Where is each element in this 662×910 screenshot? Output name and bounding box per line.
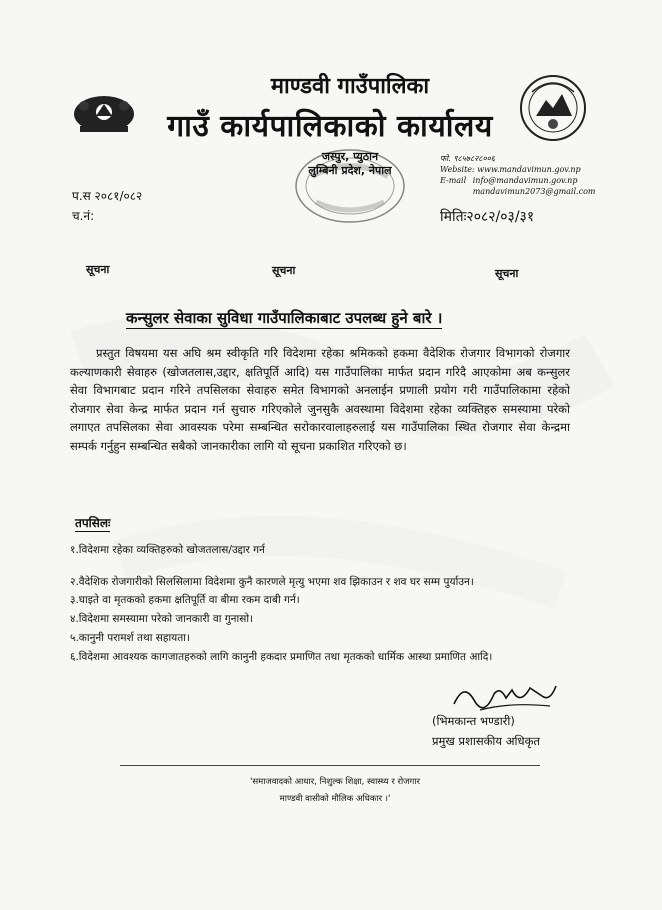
list-item: ६.विदेशमा आवश्यक कागजातहरुको लागि कानुनी हकदार प्रमाणित तथा मृतकको धार्मिक आस्था प्रमाणित आदि। xyxy=(70,651,493,663)
details-heading: तपसिलः xyxy=(75,516,111,530)
footer-line-2: माण्डवी वासीको मौलिक अधिकार ।' xyxy=(279,794,391,804)
contact-block xyxy=(440,153,595,197)
notice-subject: कन्सुलर सेवाका सुविधा गाउँपालिकाबाट उपलब्ध हुने बारे । xyxy=(126,309,443,327)
signatory-name: (भिमकान्त भण्डारी) xyxy=(432,714,515,728)
office-title: गाउँ कार्यपालिकाको कार्यालय xyxy=(167,109,493,144)
list-item: ४.विदेशमा समस्यामा परेको जानकारी वा गुनासो। xyxy=(70,613,254,625)
address-line-1: जस्पुर, प्युठान xyxy=(321,150,379,163)
footer-slogan xyxy=(130,774,540,808)
notice-label-left: सूचना xyxy=(86,263,110,276)
footer-line-1: 'समाजवादको आधार, निशुल्क शिक्षा, स्वास्थ्य र रोजगार xyxy=(250,777,420,787)
email-label: E-mail xyxy=(440,176,467,185)
notice-label-right: सूचना xyxy=(495,267,519,280)
email-address-1[interactable]: info@mandavimun.gov.np xyxy=(472,176,578,185)
office-address xyxy=(300,150,400,178)
footer-divider xyxy=(120,765,540,766)
signatory-title: प्रमुख प्रशासकीय अधिकृत xyxy=(432,734,540,748)
list-item: १.विदेशमा रहेका व्यक्तिहरुको खोजतलास/उद्दार गर्न xyxy=(70,544,265,556)
email-list xyxy=(473,175,596,197)
list-item: २.वैदेशिक रोजगारीको सिलसिलामा विदेशमा कुनै कारणले मृत्यु भएमा शव झिकाउन र शव घर सम्म पुर्याउन। xyxy=(70,576,474,588)
notice-label-center: सूचना xyxy=(272,264,296,277)
email-address-2[interactable]: mandavimun2073@gmail.com xyxy=(472,187,596,196)
phone-number: फो. ९८५७८२८००६ xyxy=(440,154,495,163)
email-row xyxy=(440,175,595,197)
nepal-emblem-icon xyxy=(70,84,138,136)
municipality-name: माण्डवी गाउँपालिका xyxy=(270,74,430,99)
list-item: ५.कानुनी परामर्श तथा सहायता। xyxy=(70,632,190,644)
document-date: मितिः२०८२/०३/३१ xyxy=(440,209,535,225)
handwritten-signature-icon xyxy=(450,676,560,716)
dispatch-number: च.नं: xyxy=(72,209,95,223)
website-link[interactable]: Website: www.mandavimun.gov.np xyxy=(440,165,581,174)
list-item: ३.घाइते वा मृतकको हकमा क्षतिपूर्ति वा बीमा रकम दाबी गर्न। xyxy=(70,594,300,606)
address-line-2: लुम्बिनी प्रदेश, नेपाल xyxy=(308,164,392,177)
body-paragraph: प्रस्तुत विषयमा यस अघि श्रम स्वीकृति गरि विदेशमा रहेका श्रमिकको हकमा वैदेशिक रोजगार विभागको रोजगार कल्याणकारी सेवाहरु (खोजतलास,उद्दार, क्षतिपूर्ति आदि) यस गाउँपालिका मार्फत प्रदान गरिदै आएकोमा अब कन्सुलर सेवा विभागबाट प्रदान गरिने तपसिलका सेवाहरु समेत विभागको अनलाईन प्रणाली प्रयोग गरी गाउँपालिकामा रहेको रोजगार सेवा केन्द्र मार्फत प्रदान गर्न सुचारु गरिएकोले जुनसुकै अवस्थामा विदेशमा रहेका व्यक्तिहरु समस्यामा परेको लगाएत तपसिलका सेवा आवस्यक परेमा सम्बन्धित सरोकारवालाहरुलाई यस गाउँपालिका स्थित रोजगार सेवा केन्द्रमा सम्पर्क गर्नुहुन सम्बन्धित सबैको जानकारीका लागि यो सूचना प्रकाशित गरिएको छ। xyxy=(70,346,570,453)
reference-number: प.स २०८१/०८२ xyxy=(72,189,143,203)
municipality-logo-icon xyxy=(518,72,588,144)
